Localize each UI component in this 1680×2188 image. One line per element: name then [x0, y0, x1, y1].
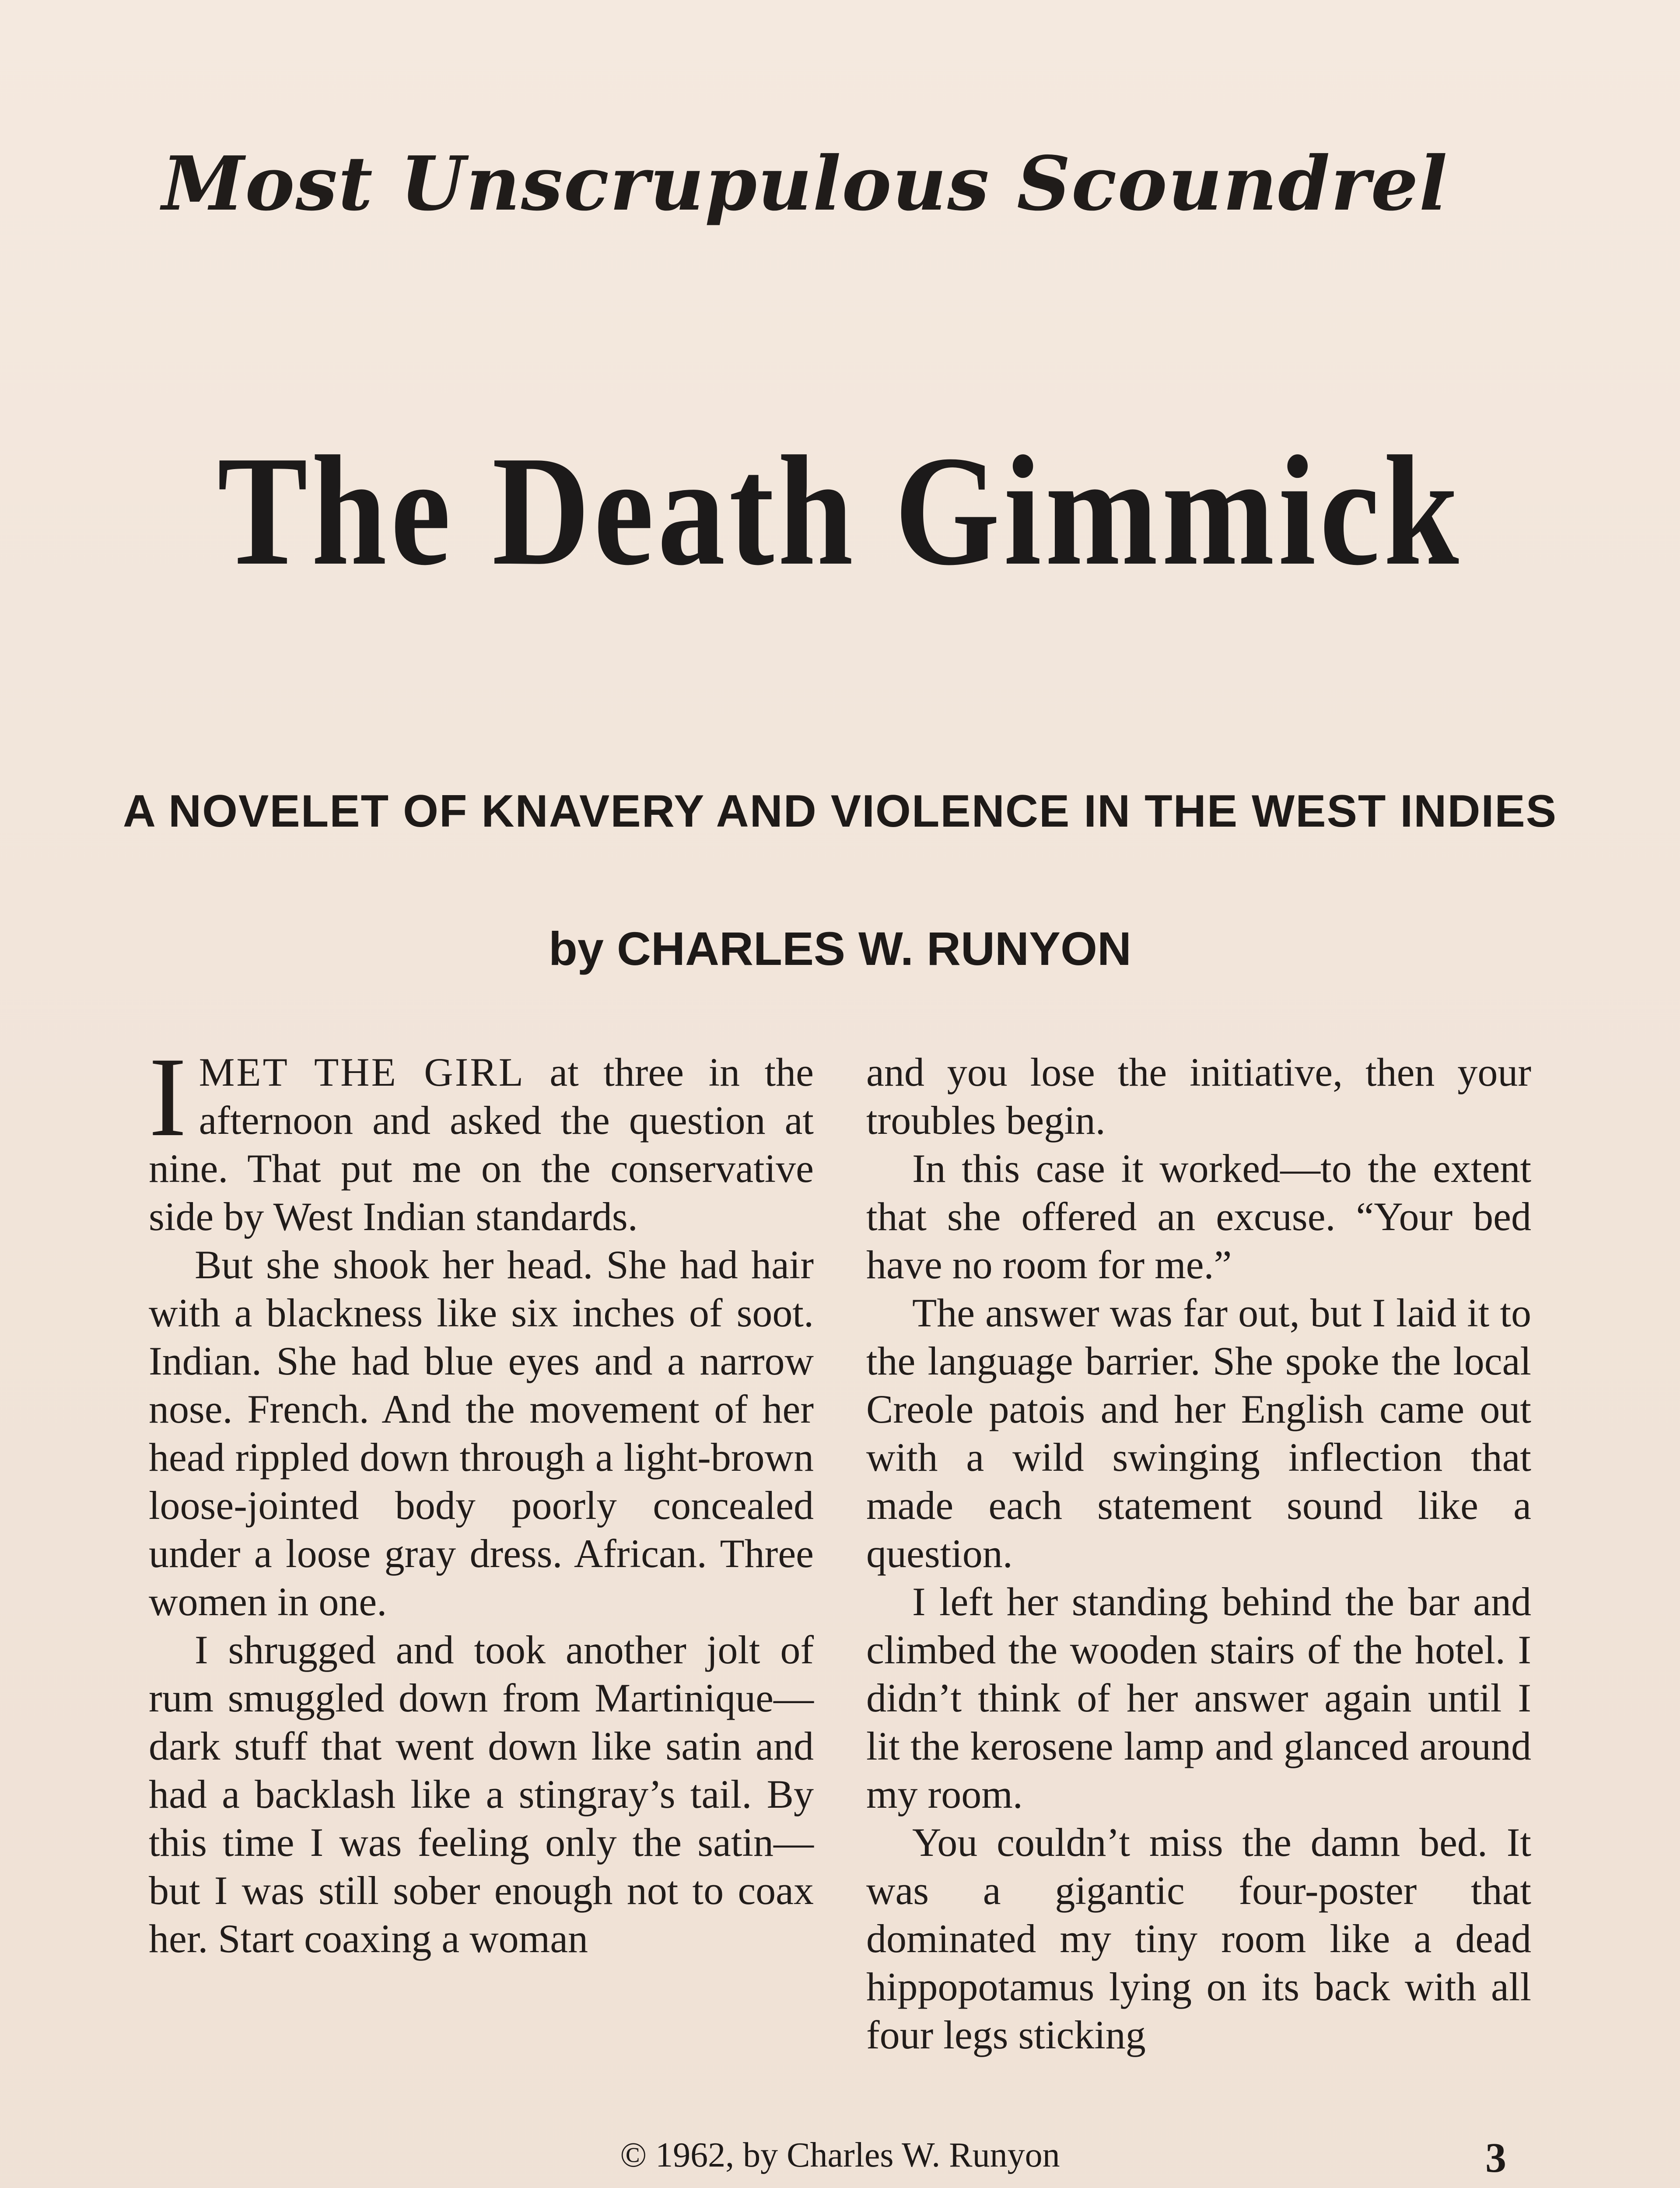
paragraph: I shrugged and took another jolt of rum smuggled down from Martinique—dark stuff that went down like satin and had a backlash like a stingray’s tail. By this time I was feeling only the satin—but I was still sober enough not to coax her. Start coaxing a woman [149, 1627, 814, 1961]
drop-cap: I [149, 1034, 187, 1160]
author-byline: by CHARLES W. RUNYON [548, 922, 1132, 975]
right-column [866, 1048, 1531, 2059]
paragraph: The answer was far out, but I laid it to the language barrier. She spoke the local Creole patois and her English came out with a wild swinging inflection that made each statement sound like a question. [866, 1290, 1531, 1576]
lead-in-smallcaps: MET THE GIRL [199, 1050, 525, 1094]
story-subtitle: A NOVELET OF KNAVERY AND VIOLENCE IN THE WEST INDIES [122, 786, 1558, 837]
paragraph: I left her standing behind the bar and climbed the wooden stairs of the hotel. I didn’t think of her answer again until I lit the kerosene lamp and glanced around my room. [866, 1579, 1531, 1816]
opening-paragraph [149, 1034, 814, 1241]
story-title: The Death Gimmick [217, 423, 1463, 598]
page-number: 3 [1485, 2134, 1506, 2181]
paragraph: You couldn’t miss the damn bed. It was a gigantic four-poster that dominated my tiny room like a dead hippopotamus lying on its back with all four legs sticking [866, 1820, 1531, 2057]
opening-paragraph-text: at three in the afternoon and asked the question at nine. That put me on the conservative side by West Indian standards. [149, 1050, 814, 1239]
continued-paragraph: and you lose the initiative, then your troubles begin. [866, 1050, 1531, 1143]
paragraph: But she shook her head. She had hair with a blackness like six inches of soot. Indian. She had blue eyes and a narrow nose. French. And the movement of her head rippled down through a light-brown loose-jointed body poorly concealed under a loose gray dress. African. Three women in one. [149, 1242, 814, 1624]
left-column [149, 1034, 814, 1963]
paragraph: In this case it worked—to the extent that she offered an excuse. “Your bed have no room for me.” [866, 1146, 1531, 1287]
series-title: Most Unscrupulous Scoundrel [162, 140, 1449, 228]
copyright-notice: © 1962, by Charles W. Runyon [620, 2136, 1060, 2174]
